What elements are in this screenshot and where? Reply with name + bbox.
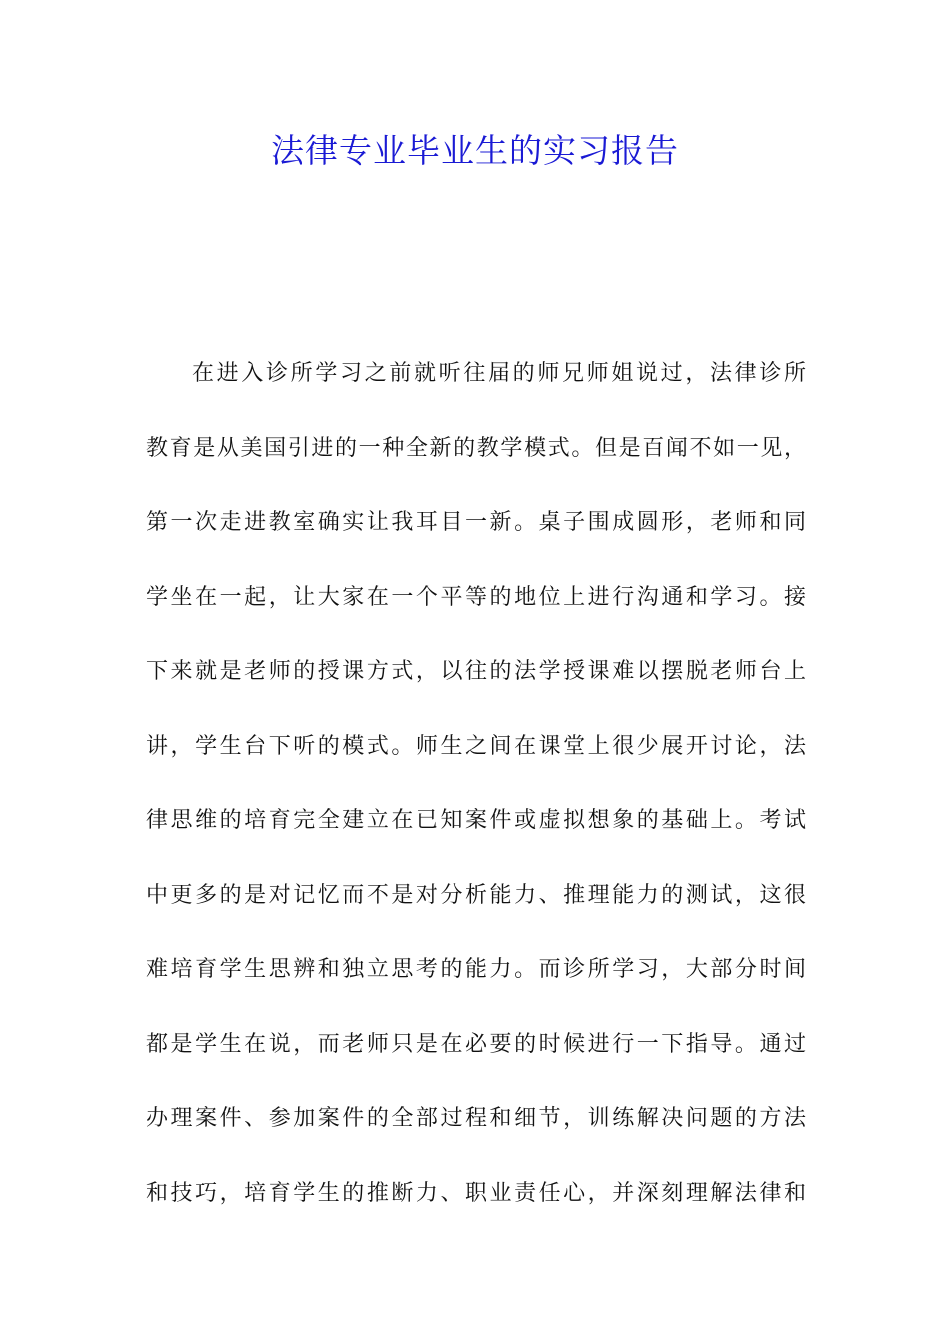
- body-line-10: 都是学生在说，而老师只是在必要的时候进行一下指导。通过: [146, 1031, 806, 1057]
- body-line-9: 难培育学生思辨和独立思考的能力。而诊所学习，大部分时间: [146, 957, 806, 982]
- body-line-8: 中更多的是对记忆而不是对分析能力、推理能力的测试，这很: [146, 882, 806, 908]
- body-line-3: 第一次走进教室确实让我耳目一新。桌子围成圆形，老师和同: [146, 510, 806, 535]
- document-body: [146, 337, 806, 1231]
- body-line-4: 学坐在一起，让大家在一个平等的地位上进行沟通和学习。接: [146, 584, 806, 610]
- document-title: 法律专业毕业生的实习报告: [271, 131, 679, 170]
- body-line-2: 教育是从美国引进的一种全新的教学模式。但是百闻不如一见，: [146, 435, 806, 461]
- body-line-7: 律思维的培育完全建立在已知案件或虚拟想象的基础上。考试: [146, 808, 806, 833]
- body-line-11: 办理案件、参加案件的全部过程和细节，训练解决问题的方法: [146, 1106, 806, 1131]
- body-line-6: 讲，学生台下听的模式。师生之间在课堂上很少展开讨论，法: [146, 733, 806, 759]
- body-line-5: 下来就是老师的授课方式，以往的法学授课难以摆脱老师台上: [146, 659, 806, 684]
- body-line-12: 和技巧，培育学生的推断力、职业责任心，并深刻理解法律和: [146, 1180, 806, 1206]
- body-line-1: 在进入诊所学习之前就听往届的师兄师姐说过，法律诊所: [192, 361, 806, 386]
